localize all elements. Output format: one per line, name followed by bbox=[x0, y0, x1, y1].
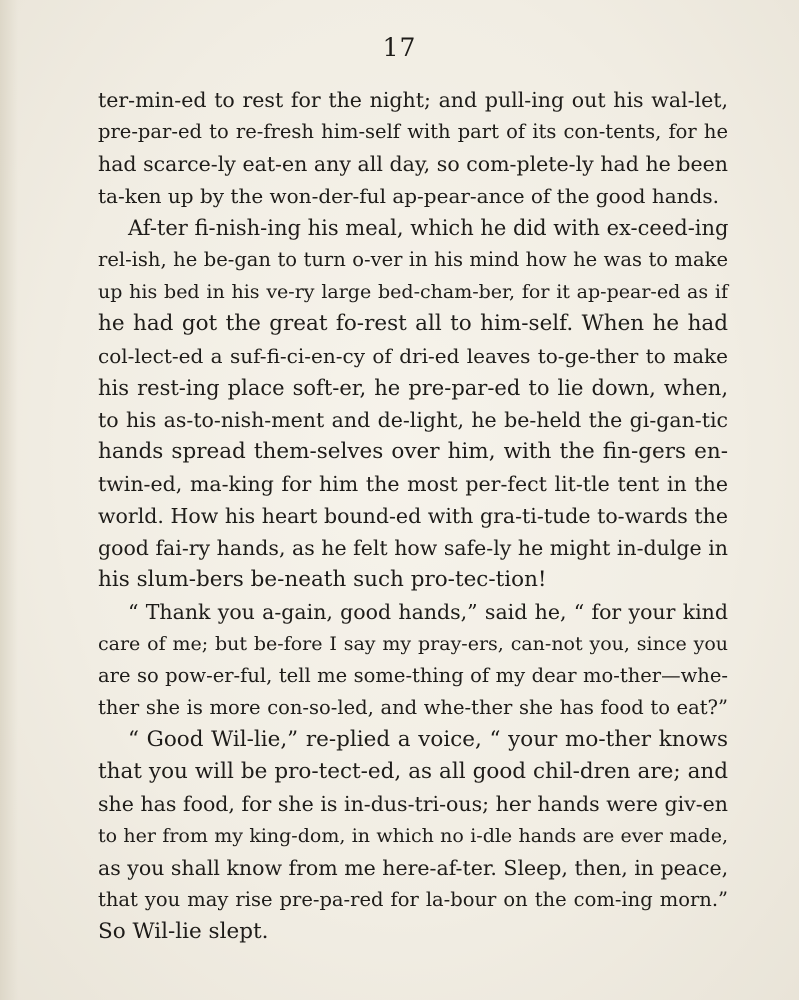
text-line: good fai-ry hands, as he felt how safe-ly he might in-dulge in bbox=[98, 536, 728, 560]
text-line: care of me; but be-fore I say my pray-ers, can-not you, since you bbox=[98, 633, 728, 655]
body-text bbox=[98, 84, 728, 948]
page-binding-edge bbox=[0, 0, 18, 1000]
text-line: twin-ed, ma-king for him the most per-fect lit-tle tent in the bbox=[98, 472, 728, 496]
text-line: rel-ish, he be-gan to turn o-ver in his mind how he was to make bbox=[98, 248, 728, 271]
text-line: as you shall know from me here-af-ter. Sleep, then, in peace, bbox=[98, 856, 729, 880]
text-line: ter-min-ed to rest for the night; and pull-ing out his wal-let, bbox=[98, 88, 728, 112]
text-line: that you may rise pre-pa-red for la-bour on the com-ing morn.” bbox=[98, 888, 728, 911]
text-line: “ Good Wil-lie,” re-plied a voice, “ your mo-ther knows bbox=[128, 727, 728, 752]
text-line: she has food, for she is in-dus-tri-ous; her hands were giv-en bbox=[98, 792, 728, 816]
text-line: “ Thank you a-gain, good hands,” said he, “ for your kind bbox=[128, 600, 728, 624]
text-line: world. How his heart bound-ed with gra-ti-tude to-wards the bbox=[98, 504, 728, 528]
text-line: hands spread them-selves over him, with the fin-gers en- bbox=[98, 439, 728, 464]
text-line: So Wil-lie slept. bbox=[98, 919, 269, 944]
text-line: he had got the great fo-rest all to him-self. When he had bbox=[98, 311, 728, 336]
text-line: his slum-bers be-neath such pro-tec-tion! bbox=[98, 567, 547, 592]
text-line: ta-ken up by the won-der-ful ap-pear-ance of the good hands. bbox=[98, 184, 719, 208]
page-number: 17 bbox=[382, 33, 417, 62]
text-line: pre-par-ed to re-fresh him-self with part of its con-tents, for he bbox=[98, 120, 728, 143]
text-line: up his bed in his ve-ry large bed-cham-ber, for it ap-pear-ed as if bbox=[98, 281, 728, 303]
text-line: col-lect-ed a suf-fi-ci-en-cy of dri-ed leaves to-ge-ther to make bbox=[98, 344, 728, 368]
text-line: Af-ter fi-nish-ing his meal, which he did with ex-ceed-ing bbox=[128, 216, 729, 240]
text-line: are so pow-er-ful, tell me some-thing of my dear mo-ther—whe- bbox=[98, 664, 728, 687]
text-line: his rest-ing place soft-er, he pre-par-ed to lie down, when, bbox=[98, 376, 728, 400]
text-line: had scarce-ly eat-en any all day, so com-plete-ly had he been bbox=[98, 152, 728, 176]
text-line: to his as-to-nish-ment and de-light, he be-held the gi-gan-tic bbox=[98, 408, 728, 432]
text-line: ther she is more con-so-led, and whe-ther she has food to eat?” bbox=[98, 696, 728, 719]
text-line: to her from my king-dom, in which no i-dle hands are ever made, bbox=[98, 825, 728, 847]
text-line: that you will be pro-tect-ed, as all good chil-dren are; and bbox=[98, 759, 728, 784]
